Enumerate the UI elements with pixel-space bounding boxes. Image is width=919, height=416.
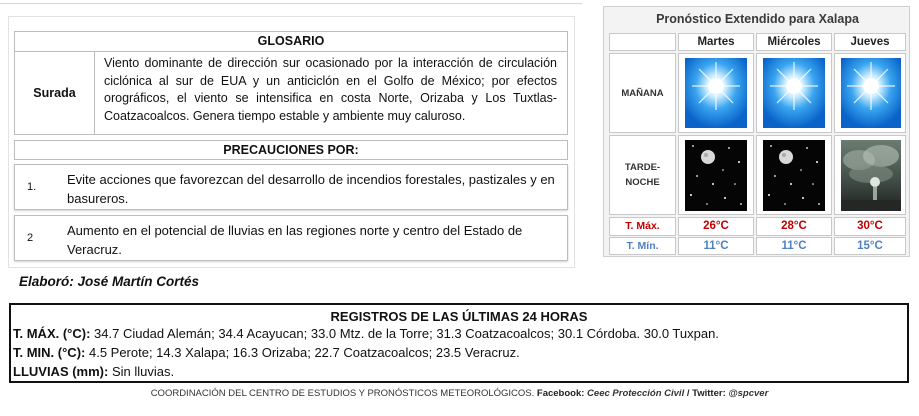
clear-night-moon-icon xyxy=(685,140,747,211)
footer-twitter-label: Twitter: xyxy=(692,388,726,399)
sunny-icon xyxy=(685,58,747,128)
precaution-number: 1. xyxy=(27,181,37,193)
footer-facebook-link[interactable]: Ceec Protección Civil xyxy=(584,388,685,399)
precaution-text: Aumento en el potencial de lluvias en las regiones norte y centro del Estado de Veracruz. xyxy=(67,223,523,257)
glossary-title: GLOSARIO xyxy=(15,32,567,52)
evening-cell xyxy=(678,135,754,215)
evening-row-label: TARDE- NOCHE xyxy=(609,135,676,215)
footer xyxy=(0,388,919,399)
sunny-icon xyxy=(763,58,825,128)
evening-cell xyxy=(834,135,906,215)
min-temp-value: 11°C xyxy=(678,237,754,255)
forecast-day-name: Jueves xyxy=(834,33,906,51)
max-temp-label: T. Máx. xyxy=(609,217,676,236)
forecast-day-name: Martes xyxy=(678,33,754,51)
precaution-item xyxy=(14,215,568,261)
precaution-item xyxy=(14,164,568,210)
extended-forecast-panel xyxy=(603,6,910,257)
footer-text: COORDINACIÓN DEL CENTRO DE ESTUDIOS Y PRONÓSTICOS METEOROLÓGICOS. xyxy=(150,388,537,399)
cloudy-night-icon xyxy=(841,140,901,211)
glossary-row xyxy=(15,52,567,134)
records-box xyxy=(9,303,909,383)
morning-row-label: MAÑANA xyxy=(609,53,676,133)
records-rain xyxy=(11,362,907,381)
forecast-corner-cell xyxy=(609,33,676,51)
records-tmin-text: 4.5 Perote; 14.3 Xalapa; 16.3 Orizaba; 22.7 Coatzacoalcos; 23.5 Veracruz. xyxy=(85,345,520,360)
max-temp-value: 30°C xyxy=(834,217,906,236)
glossary-definition: Viento dominante de dirección sur ocasionado por la interacción de circulación ciclónica al sur de EUA y un anticiclón en el Golfo de México; por efectos orográficos, el viento se intensifica en costa Norte, Orizaba y Los Tuxtlas-Coatzacoalcos. Genera tiempo estable y ambiente muy caluroso. xyxy=(104,56,557,123)
max-temp-value: 26°C xyxy=(678,217,754,236)
clear-night-moon-icon xyxy=(763,140,825,211)
records-rain-text: Sin lluvias. xyxy=(108,364,175,379)
records-tmin xyxy=(11,343,907,362)
precaution-text: Evite acciones que favorezcan del desarrollo de incendios forestales, pastizales y en basureros. xyxy=(67,172,555,206)
records-tmax-text: 34.7 Ciudad Alemán; 34.4 Acayucan; 33.0 Mtz. de la Torre; 31.3 Coatzacoalcos; 30.1 Córdoba. 30.0 Tuxpan. xyxy=(90,326,719,341)
forecast-title: Pronóstico Extendido para Xalapa xyxy=(656,12,859,26)
morning-cell xyxy=(834,53,906,133)
forecast-day-name: Miércoles xyxy=(756,33,832,51)
glossary-table xyxy=(14,31,568,135)
footer-twitter-link[interactable]: @spcver xyxy=(725,388,769,399)
records-tmax-label: T. MÁX. (°C): xyxy=(13,326,91,341)
morning-cell xyxy=(678,53,754,133)
sunny-icon xyxy=(841,58,901,128)
records-tmin-label: T. MIN. (°C): xyxy=(13,345,86,360)
min-temp-value: 15°C xyxy=(834,237,906,255)
author-credit: Elaboró: José Martín Cortés xyxy=(19,274,200,289)
top-divider xyxy=(0,0,582,4)
min-temp-value: 11°C xyxy=(756,237,832,255)
footer-separator: / xyxy=(684,388,693,399)
max-temp-value: 28°C xyxy=(756,217,832,236)
footer-facebook-label: Facebook: xyxy=(536,388,585,399)
evening-cell xyxy=(756,135,832,215)
precaution-number: 2 xyxy=(27,232,34,244)
records-title: REGISTROS DE LAS ÚLTIMAS 24 HORAS xyxy=(330,309,588,324)
records-rain-label: LLUVIAS (mm): xyxy=(13,364,109,379)
min-temp-label: T. Mín. xyxy=(609,237,676,255)
morning-cell xyxy=(756,53,832,133)
records-tmax xyxy=(11,324,907,343)
glossary-term: Surada xyxy=(15,52,95,134)
precautions-title: PRECAUCIONES POR: xyxy=(14,140,568,160)
